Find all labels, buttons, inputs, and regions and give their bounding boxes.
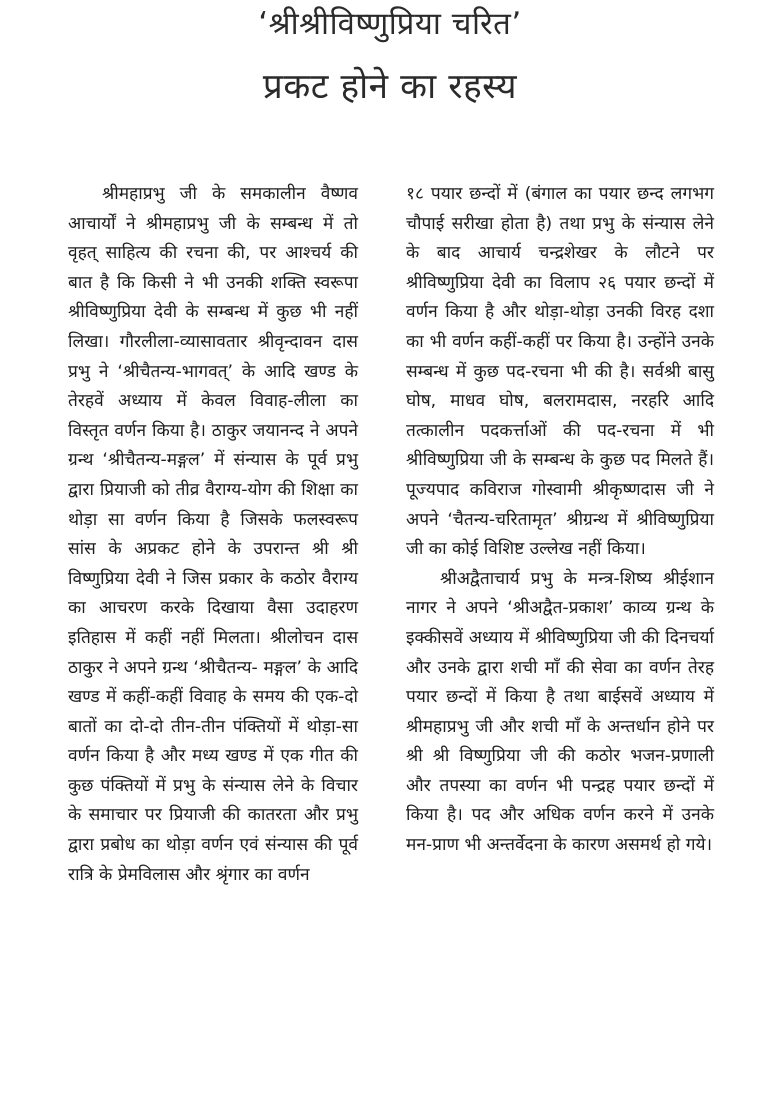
left-column [68, 180, 358, 890]
right-column [406, 180, 714, 861]
left-paragraph-1: श्रीमहाप्रभु जी के समकालीन वैष्णव आचार्यों ने श्रीमहाप्रभु जी के सम्बन्ध में तो वृहत् साहित्य की रचना की, पर आश्चर्य की बात है कि किसी ने भी उनकी शक्ति स्वरूपा श्रीविष्णुप्रिया देवी के सम्बन्ध में कुछ भी नहीं लिखा। गौरलीला-व्यासावतार श्रीवृन्दावन दास प्रभु ने ‘श्रीचैतन्य-भागवत्’ के आदि खण्ड के तेरहवें अध्याय में केवल विवाह-लीला का विस्तृत वर्णन किया है। ठाकुर जयानन्द ने अपने ग्रन्थ ‘श्रीचैतन्य-मङ्गल’ में संन्यास के पूर्व प्रभु द्वारा प्रियाजी को तीव्र वैराग्य-योग की शिक्षा का थोड़ा सा वर्णन किया है जिसके फलस्वरूप सांस के अप्रकट होने के उपरान्त श्री श्री विष्णुप्रिया देवी ने जिस प्रकार के कठोर वैराग्य का आचरण करके दिखाया वैसा उदाहरण इतिहास में कहीं नहीं मिलता। श्रीलोचन दास ठाकुर ने अपने ग्रन्थ ‘श्रीचैतन्य- मङ्गल’ के आदि खण्ड में कहीं-कहीं विवाह के समय की एक-दो बातों का दो-दो तीन-तीन पंक्तियों में थोड़ा-सा वर्णन किया है और मध्य खण्ड में एक गीत की कुछ पंक्तियों में प्रभु के संन्यास लेने के विचार के समाचार पर प्रियाजी की कातरता और प्रभु द्वारा प्रबोध का थोड़ा वर्णन एवं संन्यास की पूर्व रात्रि के प्रेमविलास और श्रृंगार का वर्णन [68, 184, 358, 885]
right-paragraph-1: १८ पयार छन्दों में (बंगाल का पयार छन्द लगभग चौपाई सरीखा होता है) तथा प्रभु के संन्यास लेने के बाद आचार्य चन्द्रशेखर के लौटने पर श्रीविष्णुप्रिया देवी का विलाप २६ पयार छन्दों में वर्णन किया है और थोड़ा-थोड़ा उनकी विरह दशा का भी वर्णन कहीं-कहीं पर किया है। उन्होंने उनके सम्बन्ध में कुछ पद-रचना भी की है। सर्वश्री बासु घोष, माधव घोष, बलरामदास, नरहरि आदि तत्कालीन पदकर्त्ताओं की पद-रचना में भी श्रीविष्णुप्रिया जी के सम्बन्ध के कुछ पद मिलते हैं। पूज्यपाद कविराज गोस्वामी श्रीकृष्णदास जी ने अपने ‘चैतन्य-चरितामृत’ श्रीग्रन्थ में श्रीविष्णुप्रिया जी का कोई विशिष्ट उल्लेख नहीं किया। [406, 184, 714, 560]
title-line-1: ‘श्रीश्रीविष्णुप्रिया चरित’ [258, 6, 522, 42]
right-paragraph-2: श्रीअद्वैताचार्य प्रभु के मन्त्र-शिष्य श्रीईशान नागर ने अपने ‘श्रीअद्वैत-प्रकाश’ काव्य ग्रन्थ के इक्कीसवें अध्याय में श्रीविष्णुप्रिया जी की दिनचर्या और उनके द्वारा शची माँ की सेवा का वर्णन तेरह पयार छन्दों में किया है तथा बाईसवें अध्याय में श्रीमहाप्रभु जी और शची माँ के अन्तर्धान होने पर श्री श्री विष्णुप्रिया जी की कठोर भजन-प्रणाली और तपस्या का वर्णन भी पन्द्रह पयार छन्दों में किया है। पद और अधिक वर्णन करने में उनके मन-प्राण भी अन्तर्वेदना के कारण असमर्थ हो गये। [406, 568, 714, 856]
title-line-2: प्रकट होने का रहस्य [262, 67, 518, 107]
